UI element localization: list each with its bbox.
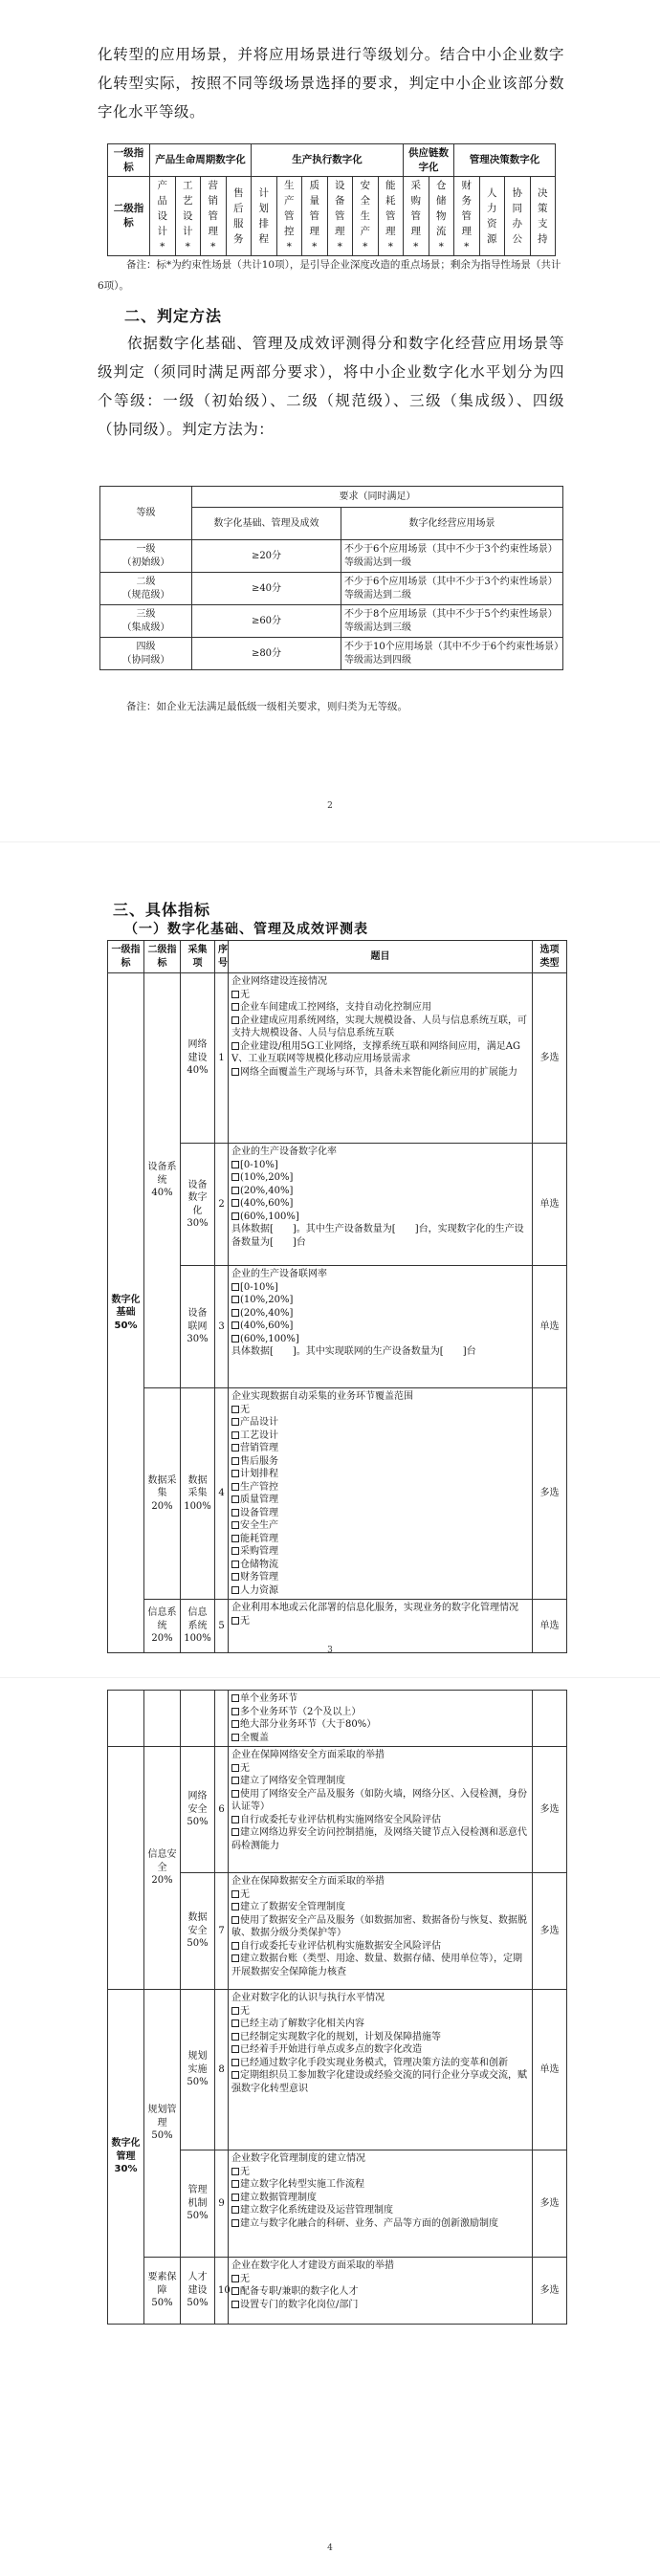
option-item[interactable]: [0-10%] [231,1159,529,1172]
table-row [108,1990,567,2150]
score-cell: ≥80分 [192,638,341,670]
checkbox-icon[interactable] [231,1444,239,1452]
scene-item: 仓储物流* [429,177,454,256]
option-item[interactable]: (40%,60%] [231,1320,529,1333]
option-item[interactable]: 定期组织员工参加数字化建设或经验交流的同行企业分享或交流，赋强数字化转型意识 [231,2070,527,2094]
checkbox-icon[interactable] [231,1954,239,1962]
collection-item-cell: 网络安全50% [181,1747,215,1873]
option-type-cell-continued [533,1691,567,1747]
option-item[interactable]: [0-10%] [231,1281,529,1295]
page-number: 4 [327,2543,333,2553]
l2-cell: 信息系统20% [144,1600,181,1653]
option-item[interactable]: 建立数字化转型实施工作流程 [231,2178,529,2192]
question-cell [229,1747,533,1873]
page-number: 2 [327,801,333,811]
document-page-3 [0,842,660,1677]
level-criteria-table [99,486,563,670]
checkbox-icon[interactable] [231,1431,239,1439]
option-type-cell: 多选 [533,1388,567,1600]
checkbox-icon[interactable] [231,1309,239,1317]
checkbox-icon[interactable] [231,1777,239,1784]
option-item[interactable]: 营销管理 [231,1442,529,1455]
option-item[interactable]: 设备管理 [231,1507,529,1520]
group-header: 供应链数字化 [404,144,454,177]
checkbox-icon[interactable] [231,1187,239,1194]
checkbox-icon[interactable] [231,1068,239,1076]
level-row [100,638,563,670]
option-item[interactable]: 无 [231,989,529,1002]
question-cell [229,973,533,1144]
level-row [100,573,563,605]
question-detail: 具体数据[ ]。其中生产设备数量为[ ]台，实现数字化的生产设备数量为[ ]台 [231,1224,524,1248]
checkbox-icon[interactable] [231,2287,239,2295]
collection-item-cell: 设备联网30% [181,1266,215,1388]
l2-cell: 要素保障50% [144,2258,181,2325]
l1-cell: 数字化管理30% [108,1990,144,2325]
option-type-cell: 单选 [533,1600,567,1653]
option-type-cell: 单选 [533,1990,567,2150]
option-item[interactable]: 使用了网络安全产品及服务（如防火墙，网络分区、入侵检测，身份认证等） [231,1788,527,1812]
option-item[interactable]: 无 [231,2273,529,2286]
score-cell: ≥60分 [192,605,341,638]
option-item[interactable]: 无 [231,2166,529,2179]
scene-item: 产品设计* [150,177,176,256]
option-item[interactable]: 建立数据管理制度 [231,2192,529,2205]
intro-paragraph: 化转型的应用场景，并将应用场景进行等级划分。结合中小企业数字化转型实际，按照不同等级场景选择的要求，判定中小企业该部分数字化水平等级。 [98,46,564,120]
evaluation-table-part2 [107,1690,567,2325]
checkbox-icon[interactable] [231,1547,239,1555]
scene-item: 生产管控* [276,177,302,256]
option-item[interactable]: 无 [231,1615,529,1628]
option-item[interactable]: 产品设计 [231,1416,529,1430]
section-heading-2: 二、判定方法 [124,307,223,325]
option-item[interactable]: 已经通过数字化手段实现业务模式，管理决策方法的变革和创新 [231,2057,529,2070]
page-number: 3 [327,1646,333,1655]
scene-item: 采购管理* [404,177,429,256]
checkbox-icon[interactable] [231,1916,239,1924]
option-item[interactable]: 建立与数字化融合的科研、业务、产品等方面的创新激励制度 [231,2217,529,2231]
checkbox-icon[interactable] [231,1016,239,1024]
question-title: 企业在数字化人才建设方面采取的举措 [231,2260,394,2271]
l1-cell-continued [108,1747,144,1990]
collection-item-cell: 管理机制50% [181,2150,215,2258]
checkbox-icon[interactable] [231,1406,239,1413]
serial-number-cell: 10 [215,2258,229,2325]
base-header: 数字化基础、管理及成效 [192,508,341,540]
checkbox-icon[interactable] [231,2180,239,2188]
checkbox-icon[interactable] [231,2033,239,2041]
checkbox-icon[interactable] [231,1694,239,1702]
scene-requirement-cell: 不少于8个应用场景（其中不少于5个约束性场景）等级需达到三级 [341,605,563,638]
checkbox-icon[interactable] [231,1942,239,1950]
scene-item: 能耗管理* [378,177,404,256]
option-item[interactable]: 工艺设计 [231,1430,529,1443]
l2-cell: 数据采集20% [144,1388,181,1600]
group-header: 管理决策数字化 [454,144,556,177]
l2-cell-continued [144,1691,181,1747]
option-type-cell: 多选 [533,2258,567,2325]
score-cell: ≥40分 [192,573,341,605]
question-title: 企业的生产设备联网率 [231,1269,327,1279]
serial-number-cell: 9 [215,2150,229,2258]
level-header: 等级 [100,487,192,540]
checkbox-icon[interactable] [231,1586,239,1594]
checkbox-icon[interactable] [231,2045,239,2053]
option-item[interactable]: 使用了数据安全产品及服务（如数据加密、数据备份与恢复、数据脱敏、数据分级分类保护等） [231,1914,527,1938]
table-header-l2: 二级指标 [108,177,150,256]
scene-item: 安全生产* [353,177,379,256]
checkbox-icon[interactable] [231,1509,239,1517]
option-item[interactable]: 企业建成应用系统网络，实现大规模设备、人员与信息系统互联，可支持大规模设备、人员与信息系统互联 [231,1015,527,1038]
option-item[interactable]: 多个业务环节（2个及以上） [231,1706,529,1719]
serial-number-cell: 8 [215,1990,229,2150]
table2-note: 备注：如企业无法满足最低级一级相关要求，则归类为无等级。 [126,701,407,712]
option-item[interactable]: 质量管理 [231,1494,529,1507]
question-title: 企业在保障数据安全方面采取的举措 [231,1876,385,1887]
method-paragraph: 依据数字化基础、管理及成效评测得分和数字化经营应用场景等级判定（须同时满足两部分要求），将中小企业数字化水平划分为四个等级：一级（初始级）、二级（规范级）、三级（集成级）、四级（协同级）。判定方法为： [98,335,564,438]
table-column-header: 二级指标 [144,941,181,973]
serial-number-cell: 6 [215,1747,229,1873]
question-cell [229,2258,533,2325]
option-type-cell: 多选 [533,1873,567,1990]
option-item[interactable]: 仓储物流 [231,1559,529,1572]
subsection-heading: （一）数字化基础、管理及成效评测表 [124,922,368,937]
checkbox-icon[interactable] [231,1890,239,1898]
option-item[interactable]: 建立数据台账（类型、用途、数量、数据存储、使用单位等），定期开展数据安全保障能力核查 [231,1954,522,1977]
option-item[interactable]: 无 [231,1404,529,1417]
question-cell [229,1873,533,1990]
option-item[interactable]: (10%,20%] [231,1294,529,1307]
checkbox-icon[interactable] [231,1790,239,1798]
checkbox-icon[interactable] [231,1535,239,1542]
checkbox-icon[interactable] [231,2059,239,2066]
evaluation-table-part1 [107,940,567,1653]
level-cell: 三级 （集成级） [100,605,192,638]
table1-note: 备注：标*为约束性场景（共计10项），是引导企业深度改造的重点场景；剩余为指导性场景（共计6项）。 [98,259,561,292]
question-cell [229,1990,533,2150]
collection-item-cell: 规划实施50% [181,1990,215,2150]
question-cell [229,1691,533,1747]
group-header: 生产执行数字化 [252,144,404,177]
option-item[interactable]: 绝大部分业务环节（大于80%） [231,1718,529,1732]
checkbox-icon[interactable] [231,1161,239,1168]
checkbox-icon[interactable] [231,1561,239,1568]
question-cell [229,1388,533,1600]
checkbox-icon[interactable] [231,1283,239,1291]
option-item[interactable]: 无 [231,1888,529,1902]
option-item[interactable]: (10%,20%] [231,1171,529,1185]
option-item[interactable]: 网络全面覆盖生产现场与环节，具备未来智能化新应用的扩展能力 [231,1066,529,1080]
question-title: 企业对数字化的认识与执行水平情况 [231,1993,385,2003]
option-type-cell: 单选 [533,1144,567,1266]
scene-requirement-cell: 不少于10个应用场景（其中不少于6个约束性场景）等级需达到四级 [341,638,563,670]
table-row [108,2258,567,2325]
checkbox-icon[interactable] [231,1816,239,1823]
checkbox-icon[interactable] [231,2301,239,2308]
question-cell [229,1266,533,1388]
serial-number-cell: 5 [215,1600,229,1653]
level-row [100,605,563,638]
question-cell [229,1144,533,1266]
option-item[interactable]: 无 [231,2005,529,2019]
checkbox-icon[interactable] [231,1173,239,1181]
checkbox-icon[interactable] [231,1470,239,1477]
level-cell: 二级 （规范级） [100,573,192,605]
l2-cell: 规划管理50% [144,1990,181,2258]
table-row [108,1747,567,1873]
checkbox-icon[interactable] [231,2019,239,2027]
checkbox-icon[interactable] [231,1418,239,1426]
checkbox-icon[interactable] [231,2275,239,2282]
checkbox-icon[interactable] [231,2007,239,2015]
checkbox-icon[interactable] [231,1617,239,1625]
checkbox-icon[interactable] [231,1828,239,1836]
checkbox-icon[interactable] [231,2071,239,2079]
option-item[interactable]: (20%,40%] [231,1185,529,1198]
l1-cell: 数字化基础50% [108,973,144,1653]
checkbox-icon[interactable] [231,2168,239,2175]
scene-item: 工艺设计* [175,177,201,256]
checkbox-icon[interactable] [231,1708,239,1715]
question-title: 企业利用本地或云化部署的信息化服务，实现业务的数字化管理情况 [231,1603,518,1613]
collection-item-cell: 数据采集100% [181,1388,215,1600]
table-column-header: 选项类型 [533,941,567,973]
checkbox-icon[interactable] [231,1495,239,1503]
table-row [108,1388,567,1600]
option-item[interactable]: 安全生产 [231,1519,529,1533]
checkbox-icon[interactable] [231,991,239,998]
l1-cell-continued [108,1691,144,1747]
option-item[interactable]: 企业建设/租用5G工业网络，支撑系统互联和网络间应用，满足AGV、工业互联网等规模化移动应用场景需求 [231,1040,520,1064]
table-header-l1: 一级指标 [108,144,150,177]
question-cell [229,2150,533,2258]
checkbox-icon[interactable] [231,2206,239,2214]
scene-item: 人力资源 [479,177,505,256]
option-item[interactable]: 建立数字化系统建设及运营管理制度 [231,2204,529,2217]
checkbox-icon[interactable] [231,1003,239,1011]
question-title: 企业实现数据自动采集的业务环节覆盖范围 [231,1391,413,1402]
option-item[interactable]: 建立了网络安全管理制度 [231,1775,529,1788]
table-column-header: 序号 [215,941,229,973]
score-cell: ≥20分 [192,540,341,573]
option-item[interactable]: (40%,60%] [231,1197,529,1211]
l2-cell: 设备系统40% [144,973,181,1388]
checkbox-icon[interactable] [231,1296,239,1303]
document-page-2 [0,0,660,841]
option-type-cell: 多选 [533,973,567,1144]
option-item[interactable]: 建立网络边界安全访问控制措施，及网络关键节点入侵检测和恶意代码检测能力 [231,1827,527,1851]
serial-number-cell: 7 [215,1873,229,1990]
collection-item-cell: 数据安全50% [181,1873,215,1990]
table-row [108,973,567,1144]
collection-item-cell: 信息系统100% [181,1600,215,1653]
option-item[interactable]: 无 [231,1762,529,1776]
option-item[interactable]: 生产管控 [231,1481,529,1495]
level-cell: 四级 （协同级） [100,638,192,670]
option-item[interactable]: 配备专职/兼职的数字化人才 [231,2285,529,2299]
serial-number-cell: 4 [215,1388,229,1600]
option-item[interactable]: (20%,40%] [231,1307,529,1321]
option-item[interactable]: (60%,100%] [231,1211,529,1224]
option-item[interactable]: 已经着手开始进行单点或多点的数字化改造 [231,2043,529,2057]
option-item[interactable]: 计划排程 [231,1468,529,1481]
scene-header: 数字化经营应用场景 [341,508,563,540]
scene-requirement-cell: 不少于6个应用场景（其中不少于3个约束性场景）等级需达到一级 [341,540,563,573]
scene-item: 营销管理* [201,177,227,256]
question-title: 企业在保障网络安全方面采取的举措 [231,1750,385,1760]
option-item[interactable]: 全覆盖 [231,1732,529,1745]
level-row [100,540,563,573]
question-title: 企业数字化管理制度的建立情况 [231,2153,365,2164]
group-header: 产品生命周期数字化 [150,144,252,177]
collection-item-cell-continued [181,1691,215,1747]
option-item[interactable]: 售后服务 [231,1455,529,1469]
option-item[interactable]: 建立了数据安全管理制度 [231,1901,529,1914]
table-column-header: 一级指标 [108,941,144,973]
option-type-cell: 多选 [533,1747,567,1873]
scene-item: 设备管理* [327,177,353,256]
collection-item-cell: 人才建设50% [181,2258,215,2325]
scene-item: 协同办公 [505,177,531,256]
option-type-cell: 单选 [533,1266,567,1388]
scene-item: 财务管理* [454,177,480,256]
checkbox-icon[interactable] [231,1457,239,1465]
scene-item: 质量管理* [302,177,328,256]
collection-item-cell: 网络建设40% [181,973,215,1144]
option-item[interactable]: 人力资源 [231,1584,529,1598]
checkbox-icon[interactable] [231,1720,239,1728]
question-title: 企业网络建设连接情况 [231,976,327,987]
option-item[interactable]: 企业车间建成工控网络，支持自动化控制应用 [231,1001,529,1015]
checkbox-icon[interactable] [231,1321,239,1329]
section-heading-3: 三、具体指标 [113,901,211,919]
level-cell: 一级 （初始级） [100,540,192,573]
option-item[interactable]: 采购管理 [231,1545,529,1559]
question-detail: 具体数据[ ]。其中实现联网的生产设备数量为[ ]台 [231,1346,476,1357]
serial-number-cell-continued [215,1691,229,1747]
question-title: 企业的生产设备数字化率 [231,1146,337,1157]
table-column-header: 采集项 [181,941,215,973]
scene-item: 售后服务 [226,177,252,256]
requirement-header: 要求（同时满足） [192,487,563,508]
scene-item: 计划排程 [252,177,277,256]
checkbox-icon[interactable] [231,2194,239,2201]
checkbox-icon[interactable] [231,1903,239,1910]
serial-number-cell: 2 [215,1144,229,1266]
option-item[interactable]: 能耗管理 [231,1533,529,1546]
option-item[interactable]: 自行或委托专业评估机构实施数据安全风险评估 [231,1940,529,1954]
serial-number-cell: 1 [215,973,229,1144]
checkbox-icon[interactable] [231,1212,239,1220]
checkbox-icon[interactable] [231,1521,239,1529]
document-page-4 [0,1678,660,2576]
checkbox-icon[interactable] [231,1764,239,1772]
option-item[interactable]: 自行或委托专业评估机构实施网络安全风险评估 [231,1814,529,1827]
checkbox-icon[interactable] [231,1042,239,1050]
checkbox-icon[interactable] [231,2219,239,2227]
checkbox-icon[interactable] [231,1734,239,1741]
table-row-continued [108,1691,567,1747]
scene-requirement-cell: 不少于6个应用场景（其中不少于3个约束性场景）等级需达到二级 [341,573,563,605]
scene-index-table [107,143,556,256]
checkbox-icon[interactable] [231,1573,239,1581]
checkbox-icon[interactable] [231,1199,239,1207]
option-item[interactable]: 已经主动了解数字化相关内容 [231,2018,529,2031]
checkbox-icon[interactable] [231,1483,239,1491]
option-item[interactable]: 财务管理 [231,1571,529,1584]
l2-cell: 信息安全20% [144,1747,181,1990]
option-type-cell: 多选 [533,2150,567,2258]
collection-item-cell: 设备数字化30% [181,1144,215,1266]
checkbox-icon[interactable] [231,1335,239,1343]
option-item[interactable]: 已经制定实现数字化的规划，计划及保障措施等 [231,2031,529,2044]
option-item[interactable]: (60%,100%] [231,1333,529,1346]
scene-item: 决策支持 [530,177,556,256]
table-column-header: 题目 [229,941,533,973]
option-item[interactable]: 设置专门的数字化岗位/部门 [231,2299,529,2312]
serial-number-cell: 3 [215,1266,229,1388]
option-item[interactable]: 单个业务环节 [231,1692,529,1706]
